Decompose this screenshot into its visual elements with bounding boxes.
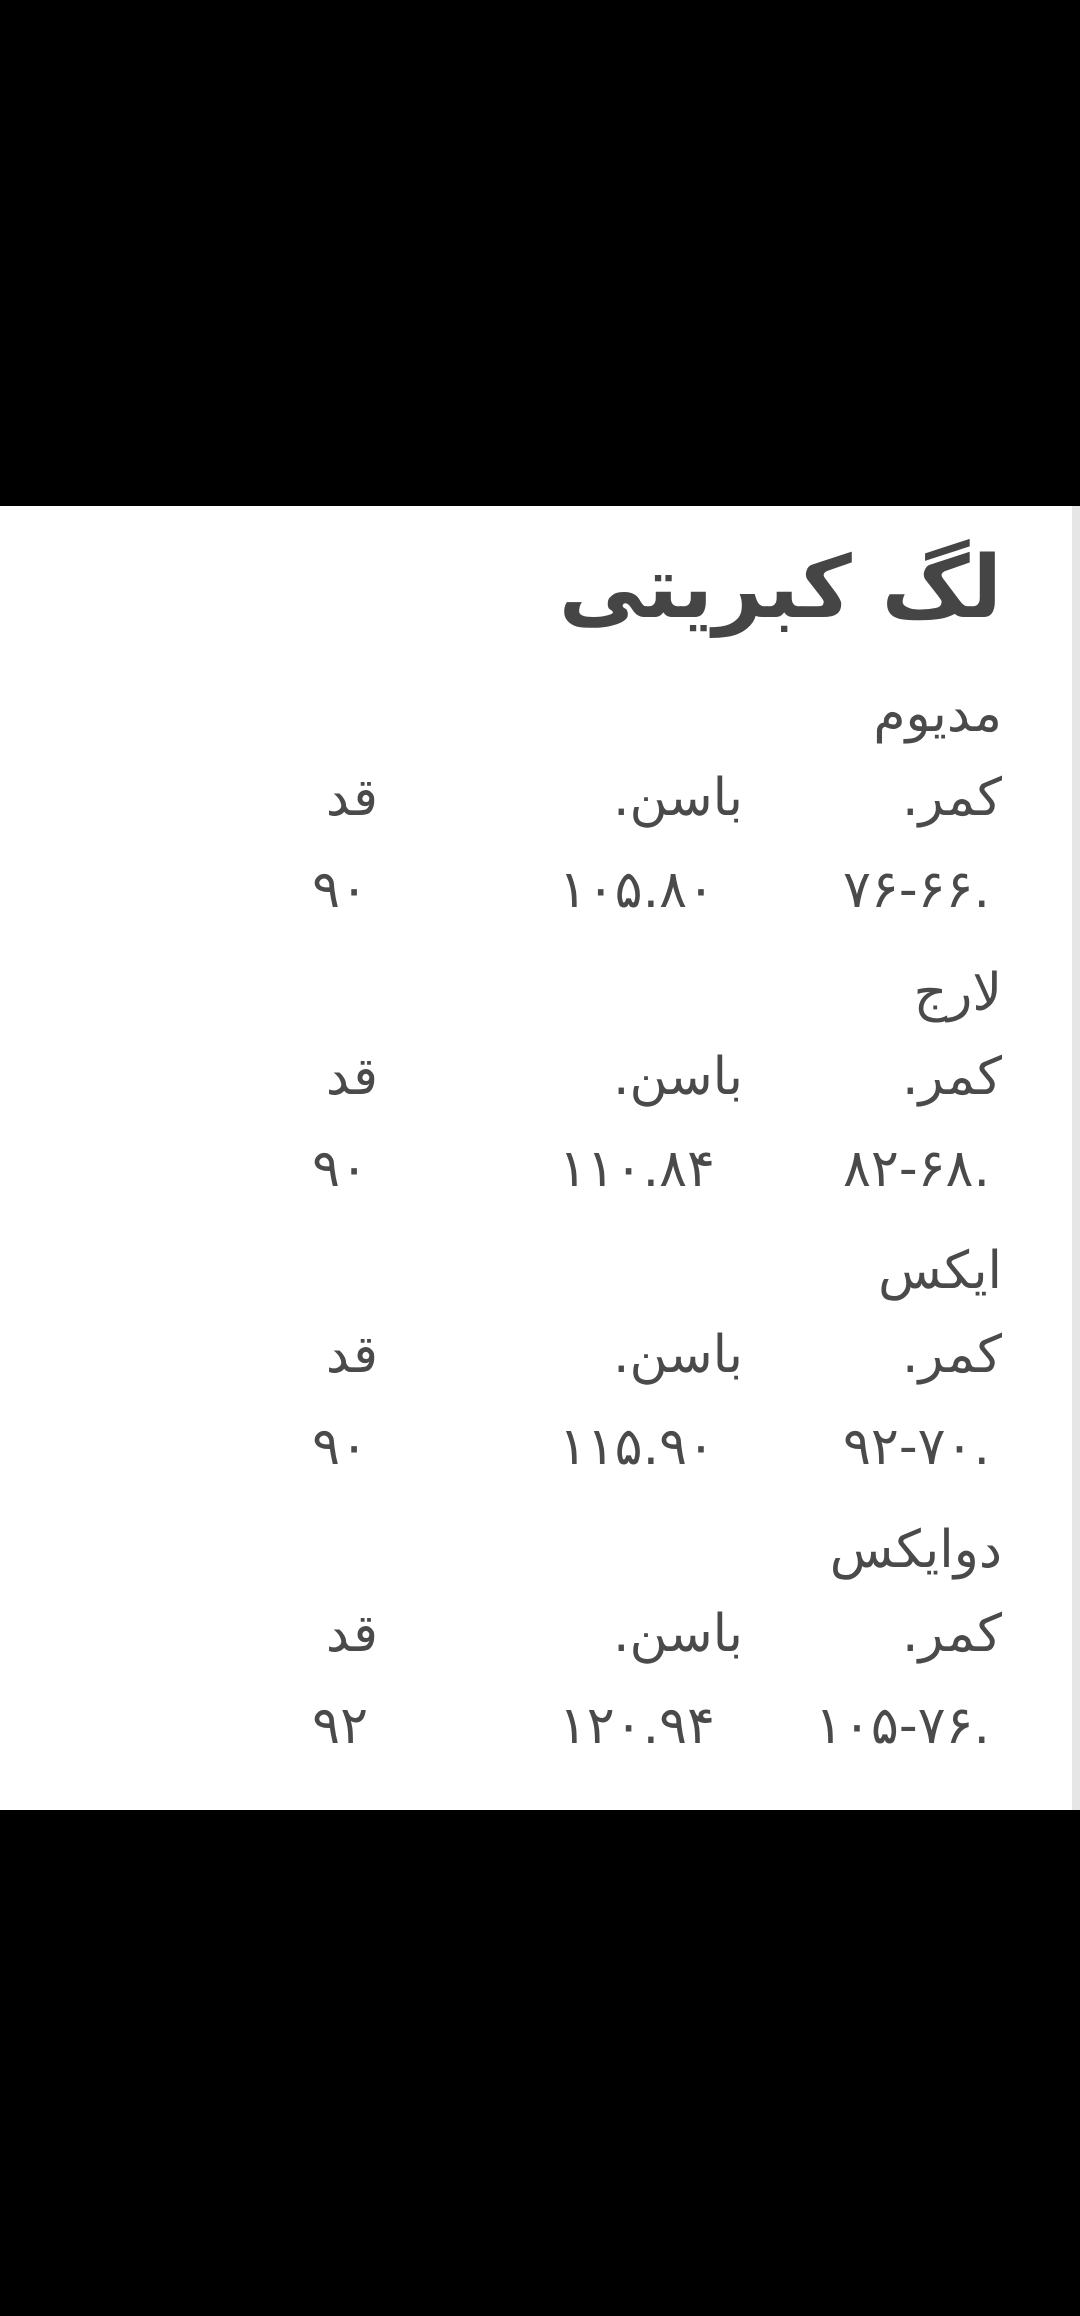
hip-value: ۱۱۵.۹۰ [558,1417,715,1477]
hip-header: باسن. [613,1325,743,1385]
waist-header: کمر. [901,1047,1002,1107]
length-value: ۹۰ [312,1139,368,1199]
hip-header: باسن. [613,768,743,828]
size-chart-panel [0,506,1080,1810]
waist-value: .۷۶-۶۶ [842,860,990,920]
size-block-medium [0,676,1080,956]
size-name: دوایکس [829,1520,1002,1580]
header-row [0,1317,1080,1393]
hip-header: باسن. [613,1604,743,1664]
length-value: ۹۰ [312,1417,368,1477]
values-row [0,1688,1080,1764]
values-row [0,852,1080,928]
hip-value: ۱۱۰.۸۴ [558,1139,715,1199]
waist-header: کمر. [901,768,1002,828]
size-block-xxl [0,1512,1080,1792]
waist-value: .۸۲-۶۸ [842,1139,990,1199]
waist-header: کمر. [901,1325,1002,1385]
values-row [0,1131,1080,1207]
hip-value: ۱۲۰.۹۴ [558,1696,715,1756]
header-row [0,760,1080,836]
length-header: قد [325,768,378,828]
size-block-large [0,955,1080,1235]
length-header: قد [325,1047,378,1107]
product-title: لگ کبریتی [558,538,1002,638]
size-name: لارج [913,963,1002,1023]
length-value: ۹۲ [312,1696,368,1756]
hip-value: ۱۰۵.۸۰ [558,860,715,920]
size-block-xl [0,1233,1080,1513]
header-row [0,1596,1080,1672]
length-header: قد [325,1325,378,1385]
bottom-black-band [0,1810,1080,2316]
hip-header: باسن. [613,1047,743,1107]
waist-header: کمر. [901,1604,1002,1664]
size-name: ایکس [878,1241,1002,1301]
length-value: ۹۰ [312,860,368,920]
waist-value: .۹۲-۷۰ [842,1417,990,1477]
length-header: قد [325,1604,378,1664]
size-name: مدیوم [873,684,1002,744]
top-black-band [0,0,1080,506]
header-row [0,1039,1080,1115]
values-row [0,1409,1080,1485]
waist-value: .۱۰۵-۷۶ [815,1696,990,1756]
